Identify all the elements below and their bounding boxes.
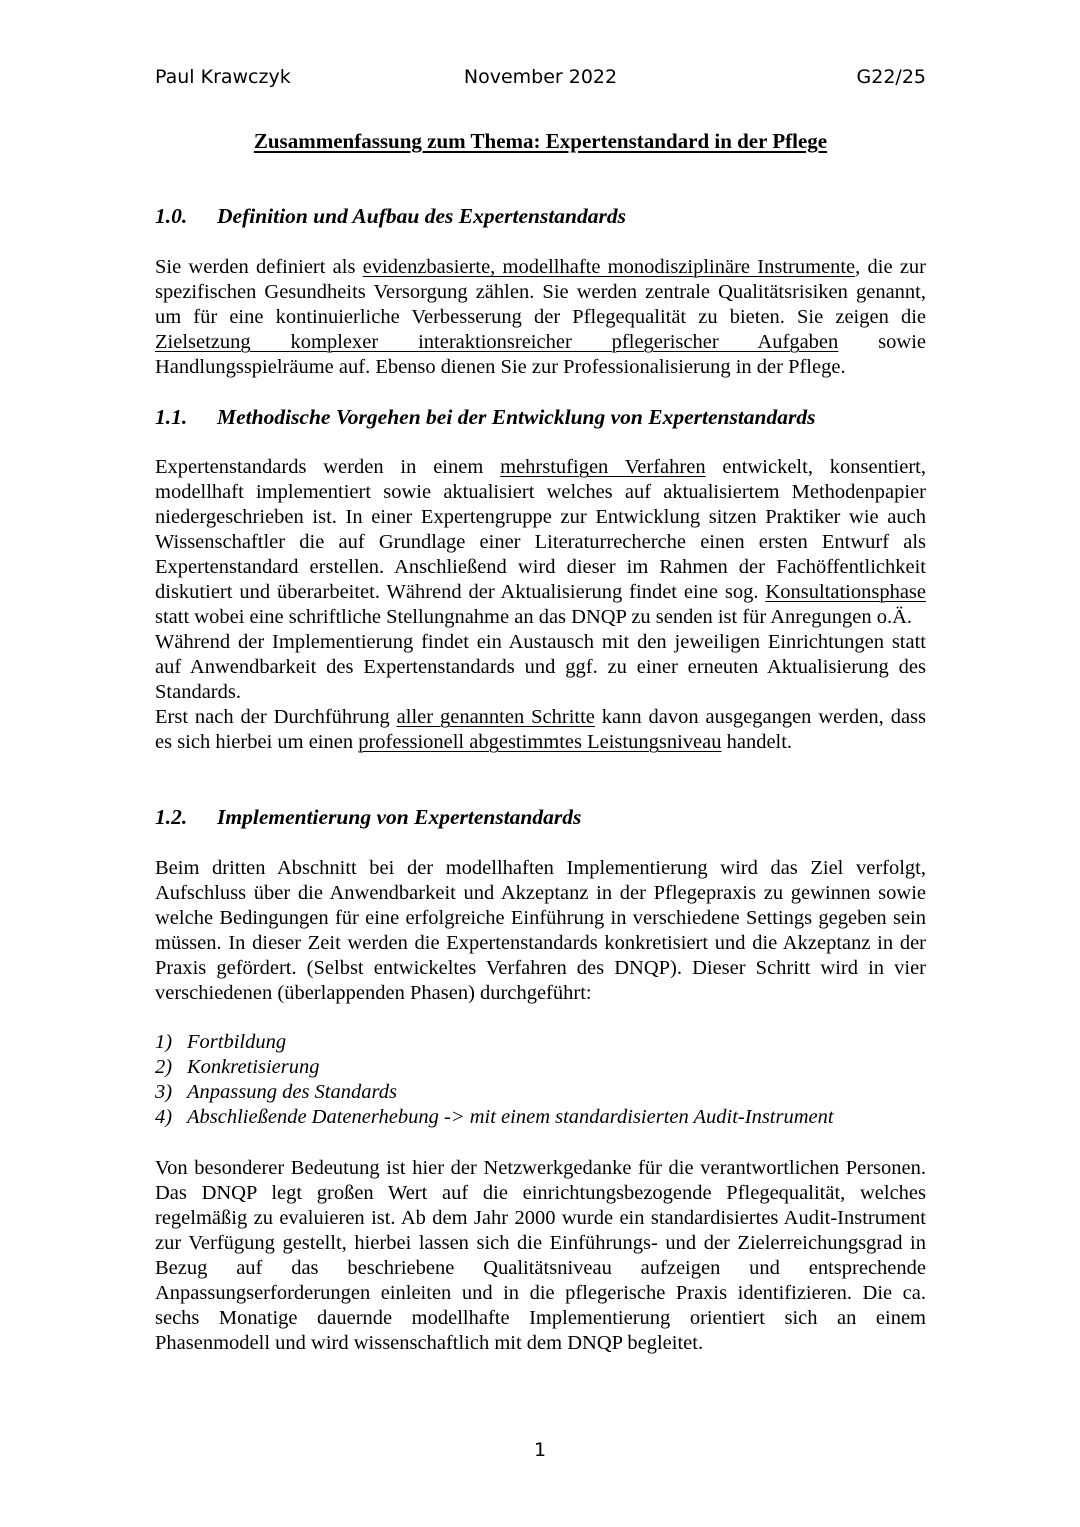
underlined-phrase: evidenzbasierte, modellhafte monodisziplinäre Instrumente [362, 256, 856, 278]
section-heading-1-1 [155, 405, 926, 430]
underlined-phrase: Konsultationsphase [765, 581, 926, 603]
header-code: G22/25 [856, 66, 926, 88]
section-title: Definition und Aufbau des Expertenstandards [217, 204, 626, 228]
document-title: Zusammenfassung zum Thema: Expertenstandard in der Pflege [253, 129, 828, 153]
header-author: Paul Krawczyk [155, 66, 291, 88]
underlined-phrase: professionell abgestimmtes Leistungsniveau [358, 731, 722, 753]
section-body-1-1 [155, 455, 926, 755]
section-title: Methodische Vorgehen bei der Entwicklung von Expertenstandards [217, 405, 816, 429]
section-body-1-0 [155, 255, 926, 380]
paragraph: Beim dritten Abschnitt bei der modellhaften Implementierung wird das Ziel verfolgt, Aufschluss über die Anwendbarkeit und Akzeptanz in der Pflegepraxis zu gewinnen sowie welche Bedingungen für eine erfolgreiche Einführung in verschiedene Settings gegeben sein müssen. In dieser Zeit werden die Expertenstandards konkretisiert und die Akzeptanz in der Praxis gefördert. (Selbst entwickeltes Verfahren des DNQP). Dieser Schritt wird in vier verschiedenen (überlappenden Phasen) durchgeführt: [155, 857, 926, 1004]
list-item: 2) Konkretisierung [155, 1056, 320, 1078]
paragraph: Erst nach der Durchführung aller genannten Schritte kann davon ausgegangen werden, dass es sich hierbei um einen professionell abgestimmtes Leistungsniveau handelt. [155, 706, 926, 753]
phase-list [155, 1030, 926, 1130]
underlined-phrase: aller genannten Schritte [396, 706, 595, 728]
section-body-1-2-continued [155, 1156, 926, 1356]
section-number: 1.2. [155, 805, 188, 829]
section-number: 1.0. [155, 204, 188, 228]
list-item: 4) Abschließende Datenerhebung -> mit einem standardisierten Audit-Instrument [155, 1106, 834, 1128]
section-title: Implementierung von Expertenstandards [217, 805, 582, 829]
list-item: 3) Anpassung des Standards [155, 1081, 397, 1103]
paragraph: Während der Implementierung findet ein Austausch mit den jeweiligen Einrichtungen statt auf Anwendbarkeit des Expertenstandards und ggf. zu einer erneuten Aktualisierung des Standards. [155, 631, 926, 703]
paragraph: Sie werden definiert als evidenzbasierte, modellhafte monodisziplinäre Instrumente, die zur spezifischen Gesundheits Versorgung zählen. Sie werden zentrale Qualitätsrisiken genannt, um für eine kontinuierliche Verbesserung der Pflegequalität zu bieten. Sie zeigen die Zielsetzung komplexer interaktionsreicher pflegerischer Aufgaben sowie Handlungsspielräume auf. Ebenso dienen Sie zur Professionalisierung in der Pflege. [155, 256, 927, 378]
list-item: 1) Fortbildung [155, 1031, 287, 1053]
section-number: 1.1. [155, 405, 188, 429]
section-heading-1-0 [155, 204, 926, 229]
underlined-phrase: Zielsetzung komplexer interaktionsreicher pflegerischer Aufgaben [155, 331, 839, 353]
section-body-1-2 [155, 856, 926, 1006]
paragraph: Expertenstandards werden in einem mehrstufigen Verfahren entwickelt, konsentiert, modellhaft implementiert sowie aktualisiert welches auf aktualisiertem Methodenpapier niedergeschrieben ist. In einer Expertengruppe zur Entwicklung sitzen Praktiker wie auch Wissenschaftler die auf Grundlage einer Literaturrecherche einen ersten Entwurf als Expertenstandard erstellen. Anschließend wird dieser im Rahmen der Fachöffentlichkeit diskutiert und überarbeitet. Während der Aktualisierung findet eine sog. Konsultationsphase statt wobei eine schriftliche Stellungnahme an das DNQP zu senden ist für Anregungen o.Ä. [155, 456, 926, 628]
underlined-phrase: mehrstufigen Verfahren [500, 456, 706, 478]
page-number: 1 [533, 1439, 547, 1461]
paragraph: Von besonderer Bedeutung ist hier der Netzwerkgedanke für die verantwortlichen Personen. Das DNQP legt großen Wert auf die einrichtungsbezogende Pflegequalität, welches regelmäßig zu evaluieren ist. Ab dem Jahr 2000 wurde ein standardisiertes Audit-Instrument zur Verfügung gestellt, hierbei lassen sich die Einführungs- und der Zielerreichungsgrad in Bezug auf das beschriebene Qualitätsniveau aufzeigen und entsprechende Anpassungserforderungen einleiten und in die pflegerische Praxis identifizieren. Die ca. sechs Monatige dauernde modellhafte Implementierung orientiert sich an einem Phasenmodell und wird wissenschaftlich mit dem DNQP begleitet. [155, 1157, 926, 1354]
section-heading-1-2 [155, 805, 926, 830]
page-header [155, 66, 926, 94]
header-date: November 2022 [463, 66, 618, 88]
